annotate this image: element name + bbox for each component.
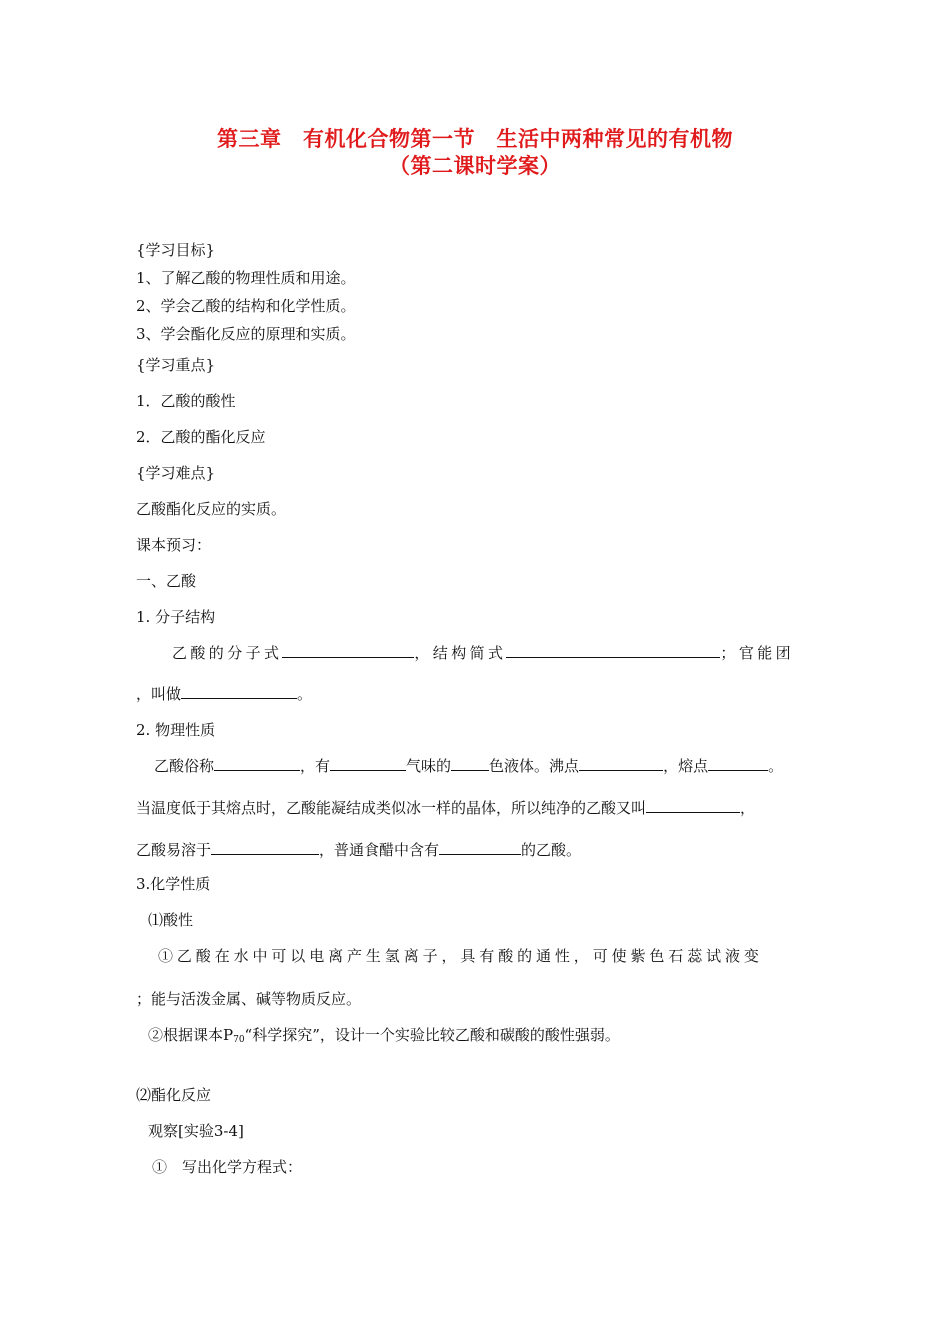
title-line-2: （第二课时学案）: [389, 154, 561, 178]
melting-point-label: ，熔点: [663, 757, 709, 775]
called-label: ，叫做: [136, 685, 182, 703]
goals-heading: {学习目标}: [136, 241, 216, 259]
formula-label: 乙酸的分子式: [172, 644, 283, 662]
formula-blank[interactable]: [282, 643, 414, 658]
section-1-heading: 一、乙酸: [136, 572, 197, 590]
acidity-point-2-b: “科学探究”，设计一个实验比较乙酸和碳酸的酸性强弱。: [244, 1026, 620, 1044]
key-point-1: 1．乙酸的酸性: [136, 392, 236, 410]
odor-blank[interactable]: [330, 756, 406, 771]
structure-line: [172, 643, 794, 663]
write-equation: ① 写出化学方程式：: [152, 1158, 303, 1176]
difficulties-heading: {学习难点}: [136, 464, 216, 482]
soluble-blank[interactable]: [211, 840, 319, 855]
boiling-point-blank[interactable]: [579, 756, 663, 771]
physical-line-3: [136, 840, 581, 860]
acidity-point-1-text: ①乙酸在水中可以电离产生氢离子，具有酸的通性，可使紫色石蕊试液变: [158, 947, 763, 965]
physical-heading: 2. 物理性质: [136, 721, 216, 739]
common-name-label: 乙酸俗称: [154, 757, 215, 775]
group-name-blank[interactable]: [181, 684, 297, 699]
physical-line-2-end: ，: [740, 799, 756, 817]
vinegar-label: ，普通食醋中含有: [319, 841, 440, 859]
simple-formula-blank[interactable]: [506, 643, 720, 658]
goal-item-2: 2、学会乙酸的结构和化学性质。: [136, 297, 356, 315]
acidity-point-1: [158, 946, 763, 966]
color-blank[interactable]: [451, 756, 489, 771]
functional-group-label: ；官能团: [720, 644, 795, 662]
physical-line-3-end: 的乙酸。: [521, 841, 582, 859]
color-label: 气味的: [406, 757, 452, 775]
key-points-heading: {学习重点}: [136, 356, 216, 374]
page-subscript: 70: [233, 1035, 245, 1045]
goal-item-3: 3、学会酯化反应的原理和实质。: [136, 325, 356, 343]
difficulties-text: 乙酸酯化反应的实质。: [136, 500, 287, 518]
vinegar-blank[interactable]: [439, 840, 521, 855]
physical-line-1-end: 。: [768, 757, 784, 775]
glacial-blank[interactable]: [646, 798, 740, 813]
title-line-1: 第三章 有机化合物第一节 生活中两种常见的有机物: [217, 127, 733, 151]
observe-experiment: 观察[实验3-4]: [148, 1122, 244, 1140]
esterification-heading: ⑵酯化反应: [136, 1086, 212, 1104]
goal-item-1: 1、了解乙酸的物理性质和用途。: [136, 269, 356, 287]
acidity-point-2-a: ②根据课本P: [148, 1026, 234, 1044]
key-point-2: 2．乙酸的酯化反应: [136, 428, 266, 446]
physical-line-2: [136, 798, 755, 818]
preview-label: 课本预习：: [136, 536, 212, 554]
soluble-label: 乙酸易溶于: [136, 841, 212, 859]
structure-heading: 1. 分子结构: [136, 608, 216, 626]
physical-line-1: [154, 756, 783, 776]
chemical-heading: 3.化学性质: [136, 875, 211, 893]
acidity-point-2: [148, 1025, 620, 1050]
boiling-point-label: 色液体。沸点: [489, 757, 580, 775]
glacial-label: 当温度低于其熔点时，乙酸能凝结成类似冰一样的晶体，所以纯净的乙酸又叫: [136, 799, 647, 817]
structure-line-cont: [136, 684, 312, 704]
structure-end: 。: [297, 685, 313, 703]
simple-formula-label: ，结构简式: [414, 644, 507, 662]
acidity-point-1-cont: ；能与活泼金属、碱等物质反应。: [136, 990, 362, 1008]
acidity-heading: ⑴酸性: [148, 911, 194, 929]
common-name-blank[interactable]: [214, 756, 300, 771]
melting-point-blank[interactable]: [708, 756, 768, 771]
odor-label: ，有: [300, 757, 331, 775]
